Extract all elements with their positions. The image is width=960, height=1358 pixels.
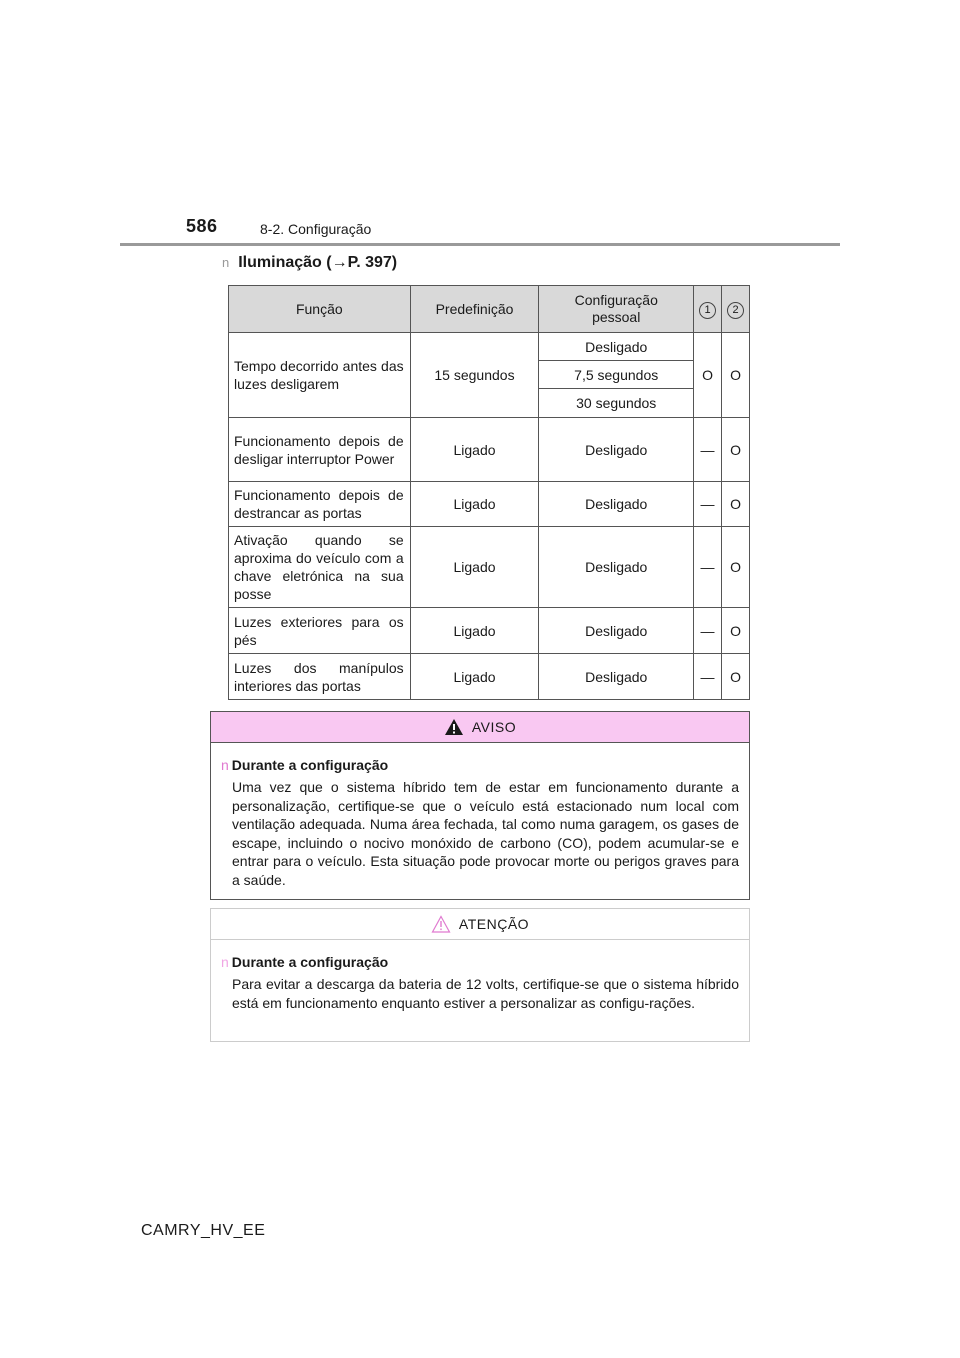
cell-function: Tempo decorrido antes das luzes desligarem <box>229 333 411 418</box>
cell-col2: O <box>722 418 750 482</box>
cell-default: Ligado <box>410 608 539 654</box>
cell-option: Desligado <box>539 418 694 482</box>
cell-option: Desligado <box>539 482 694 527</box>
cell-default: Ligado <box>410 654 539 700</box>
caution-box <box>210 908 750 1042</box>
circled-number-1: 1 <box>699 302 716 319</box>
warning-bullet: n <box>221 757 229 773</box>
caution-header <box>211 909 749 940</box>
cell-col1: O <box>694 333 722 418</box>
header-custom: Configuração pessoal <box>539 286 694 333</box>
warning-subtitle: n Durante a configuração <box>221 757 389 773</box>
header-col2 <box>722 286 750 333</box>
warning-icon <box>444 718 464 736</box>
cell-default: Ligado <box>410 418 539 482</box>
cell-function: Funcionamento depois de destrancar as portas <box>229 482 411 527</box>
section-title <box>222 254 397 272</box>
cell-col2: O <box>722 608 750 654</box>
header-function: Função <box>229 286 411 333</box>
cell-col1: — <box>694 654 722 700</box>
warning-box <box>210 711 750 900</box>
cell-function: Ativação quando se aproxima do veículo com a chave eletrónica na sua posse <box>229 527 411 608</box>
cell-option: 7,5 segundos <box>539 361 694 389</box>
cell-col1: — <box>694 418 722 482</box>
page-number: 586 <box>186 216 218 236</box>
table-row <box>229 608 750 654</box>
cell-option: Desligado <box>539 527 694 608</box>
caution-title: ATENÇÃO <box>458 916 530 932</box>
header-rule <box>120 243 840 246</box>
cell-col2: O <box>722 333 750 418</box>
cell-default: Ligado <box>410 482 539 527</box>
table-row <box>229 654 750 700</box>
cell-function: Luzes dos manípulos interiores das portas <box>229 654 411 700</box>
cell-col1: — <box>694 608 722 654</box>
cell-option: Desligado <box>539 333 694 361</box>
table-row <box>229 527 750 608</box>
cell-option: Desligado <box>539 654 694 700</box>
header-col1 <box>694 286 722 333</box>
cell-function: Luzes exteriores para os pés <box>229 608 411 654</box>
cell-col2: O <box>722 482 750 527</box>
table-row <box>229 333 750 361</box>
cell-default: 15 segundos <box>410 333 539 418</box>
caution-bullet: n <box>221 954 229 970</box>
warning-text: Uma vez que o sistema híbrido tem de estar em funcionamento durante a personalização, certifique-se que o veículo está estacionado num local com ventilação adequada. Numa área fechada, tal como numa garagem, os gases de escape, incluindo o nocivo monóxido de carbono (CO), podem acumular-se e entrar para o veículo. Esta situação pode provocar morte ou perigos graves para a saúde. <box>232 779 739 888</box>
table-row <box>229 418 750 482</box>
cell-default: Ligado <box>410 527 539 608</box>
cell-col2: O <box>722 654 750 700</box>
caution-icon <box>431 915 451 933</box>
caution-subtitle: n Durante a configuração <box>221 954 389 970</box>
table-row <box>229 482 750 527</box>
document-code: CAMRY_HV_EE <box>141 1222 266 1239</box>
cell-col2: O <box>722 527 750 608</box>
warning-title: AVISO <box>471 719 517 735</box>
table-header-row <box>229 286 750 333</box>
circled-number-2: 2 <box>727 302 744 319</box>
cell-option: 30 segundos <box>539 389 694 418</box>
warning-header <box>211 712 749 743</box>
section-reference: 8-2. Configuração <box>260 221 372 237</box>
cell-col1: — <box>694 482 722 527</box>
caution-text: Para evitar a descarga da bateria de 12 volts, certifique-se que o sistema híbrido está em funcionamento enquanto estiver a personalizar as configu-rações. <box>232 976 739 1011</box>
section-bullet: n <box>222 255 230 270</box>
header-default: Predefinição <box>410 286 539 333</box>
cell-col1: — <box>694 527 722 608</box>
section-title-text: Iluminação (→P. 397) <box>238 254 398 271</box>
settings-table <box>228 285 750 700</box>
cell-function: Funcionamento depois de desligar interruptor Power <box>229 418 411 482</box>
cell-option: Desligado <box>539 608 694 654</box>
